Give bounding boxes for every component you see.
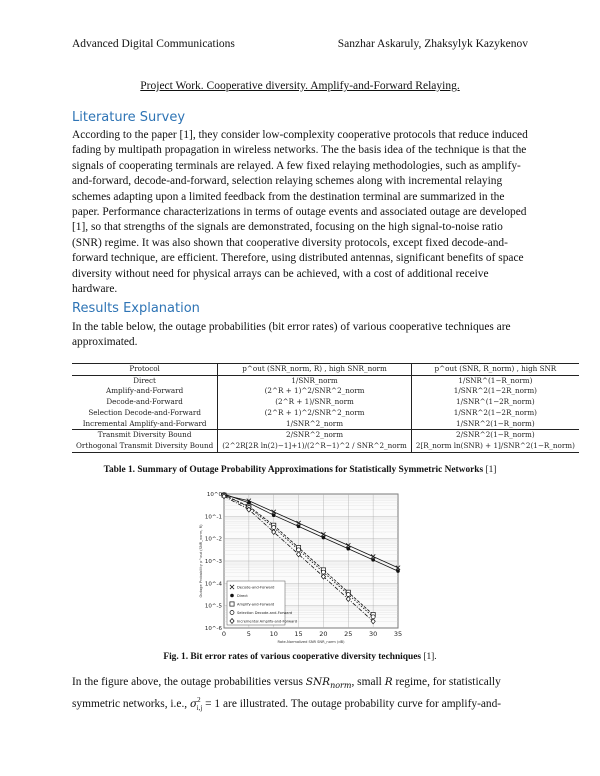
closing-text: symmetric networks, i.e., <box>72 697 190 710</box>
literature-heading: Literature Survey <box>72 110 186 125</box>
table-cell: 1/SNR^2(1−2R_norm) <box>453 386 537 396</box>
table-cell: 2[R_norm ln(SNR) + 1]/SNR^2(1−R_norm) <box>411 441 579 452</box>
table-row <box>72 386 579 397</box>
sigma-subscript: i,j <box>196 704 203 713</box>
y-tick-label: 10^0 <box>206 492 222 498</box>
x-tick-label: 5 <box>246 630 251 638</box>
y-tick-label: 10^-4 <box>204 581 222 588</box>
data-point <box>322 536 326 540</box>
table-header-high-snr: p^out (SNR, R_norm) , high SNR <box>411 364 579 376</box>
x-tick-label: 10 <box>269 630 278 638</box>
legend-label: Selection Decode-and-Forward <box>237 611 293 615</box>
table-row <box>72 430 579 441</box>
data-point <box>297 525 301 529</box>
table-row <box>72 408 579 419</box>
y-tick-label: 10^-5 <box>204 603 222 610</box>
closing-text: = 1 are illustrated. The outage probability curve for amplify-and- <box>202 697 502 710</box>
table-cell: 2/SNR^2_norm <box>218 430 412 441</box>
x-tick-label: 25 <box>344 630 353 638</box>
closing-line-2 <box>72 693 528 716</box>
figure-caption-text: Fig. 1. Bit error rates of various cooperative diversity techniques <box>163 652 422 662</box>
outage-table <box>72 363 579 453</box>
closing-line-1 <box>72 675 528 695</box>
x-tick-label: 15 <box>294 630 303 638</box>
table-cell: (2^R + 1)^2/SNR^2_norm <box>218 386 412 397</box>
table-cell: Direct <box>72 375 218 386</box>
table-cell: Selection Decode-and-Forward <box>72 408 218 419</box>
table-cell: Orthogonal Transmit Diversity Bound <box>72 441 218 452</box>
table-cell: 1/SNR^2_norm <box>218 419 412 430</box>
results-intro: In the table below, the outage probabilities (bit error rates) of various cooperative techniques are approximated. <box>72 321 511 349</box>
table-caption-text: Table 1. Summary of Outage Probability Approximations for Statistically Symmetric Networks <box>103 465 484 475</box>
data-point <box>272 526 276 530</box>
figure-caption-ref: [1]. <box>423 652 437 662</box>
header-course: Advanced Digital Communications <box>72 38 235 50</box>
closing-text: In the figure above, the outage probabilities versus <box>72 676 306 688</box>
header-authors: Sanzhar Askaruly, Zhaksylyk Kazykenov <box>337 38 528 50</box>
legend-marker <box>230 611 234 615</box>
table-row <box>72 441 579 452</box>
closing-text: regime, for statistically <box>392 676 501 688</box>
data-point <box>321 570 325 574</box>
closing-text: , small <box>351 676 385 688</box>
figure-caption <box>0 652 600 662</box>
results-heading: Results Explanation <box>72 301 200 316</box>
table-caption <box>0 465 600 475</box>
data-point <box>346 547 350 551</box>
table-header-high-snrnorm: p^out (SNR_norm, R) , high SNR_norm <box>218 364 412 376</box>
table-row <box>72 397 579 408</box>
legend-marker <box>230 594 234 598</box>
legend-marker <box>230 602 234 606</box>
outage-figure <box>196 488 412 646</box>
table-cell: 1/SNR^2(1−2R_norm) <box>453 407 537 417</box>
literature-paragraph: According to the paper [1], they consider low-complexity cooperative protocols that reduce induced fading by multipath propagation in wireless networks. The the basis idea of the technique is that the signals of cooperating terminals are relayed. A few fixed relaying methodologies, such as amplify-and-forward, decode-and-forward, selection relaying schemes along with incremental relaying schemes adapting upon a limited feedback from the destination terminal are summarized in the paper. Performance characterizations in terms of outage events and associated outage are developed [1], so that strengths of the signals are demonstrated, focusing on the high signal-to-noise ratio (SNR) regime. It was also shown that cooperative diversity protocols, except fixed decode-and-forward technique, are efficient. Therefore, using distributed antennas, significant benefits of space diversity without need for physical arrays can be achieved, with a cost of additional receive hardware. <box>72 129 528 296</box>
sigma-symbol: σ <box>190 697 198 710</box>
table-row <box>72 375 579 386</box>
table-cell: Incremental Amplify-and-Forward <box>72 419 218 430</box>
y-tick-label: 10^-1 <box>204 514 222 521</box>
sigma-superscript: 2 <box>197 696 201 704</box>
x-tick-label: 0 <box>221 630 227 638</box>
y-axis-label: Outage Probability p^out (SNR_norm, R) <box>199 524 203 598</box>
data-point <box>272 513 276 517</box>
snr-symbol: SNR <box>305 676 331 688</box>
legend-label: Incremental Amplify-and-Forward <box>237 619 297 624</box>
table-header-row <box>72 364 579 376</box>
x-tick-label: 30 <box>369 630 378 638</box>
table-cell: (2^2R[2R ln(2)−1]+1)/(2^R−1)^2 / SNR^2_norm <box>218 441 412 452</box>
legend-label: Direct <box>237 594 248 598</box>
legend-label: Decode-and-Forward <box>237 585 275 590</box>
data-point <box>297 548 301 552</box>
data-point <box>396 569 400 573</box>
table-cell: 1/SNR_norm <box>218 375 412 386</box>
table-cell: Amplify-and-Forward <box>72 386 218 397</box>
x-tick-label: 20 <box>319 630 328 638</box>
x-axis-label: Rate-Normalized SNR SNR_norm (dB) <box>277 640 345 644</box>
table-cell: 1/SNR^(1−2R_norm) <box>456 397 535 407</box>
table-cell: 1/SNR^(1−R_norm) <box>458 375 533 385</box>
table-cell: Decode-and-Forward <box>72 397 218 408</box>
table-caption-ref: [1] <box>485 465 497 475</box>
project-title: Project Work. Cooperative diversity. Amplify-and-Forward Relaying. <box>140 80 460 92</box>
rate-symbol: R <box>384 676 393 688</box>
x-tick-label: 35 <box>393 630 403 638</box>
y-tick-label: 10^-3 <box>204 559 222 565</box>
y-tick-label: 10^-6 <box>204 626 222 632</box>
data-point <box>346 593 350 597</box>
snr-subscript: norm <box>330 681 352 691</box>
table-header-protocol: Protocol <box>72 364 218 376</box>
table-cell: 2/SNR^2(1−R_norm) <box>411 430 579 441</box>
legend-label: Amplify-and-Forward <box>237 602 275 607</box>
table-row <box>72 419 579 430</box>
y-tick-label: 10^-2 <box>204 536 222 543</box>
data-point <box>371 615 375 619</box>
table-cell: (2^R + 1)^2/SNR^2_norm <box>218 408 412 419</box>
table-cell: 1/SNR^2(1−R_norm) <box>456 418 535 428</box>
data-point <box>371 558 375 562</box>
table-cell: Transmit Diversity Bound <box>72 430 218 441</box>
table-cell: (2^R + 1)/SNR_norm <box>218 397 412 408</box>
